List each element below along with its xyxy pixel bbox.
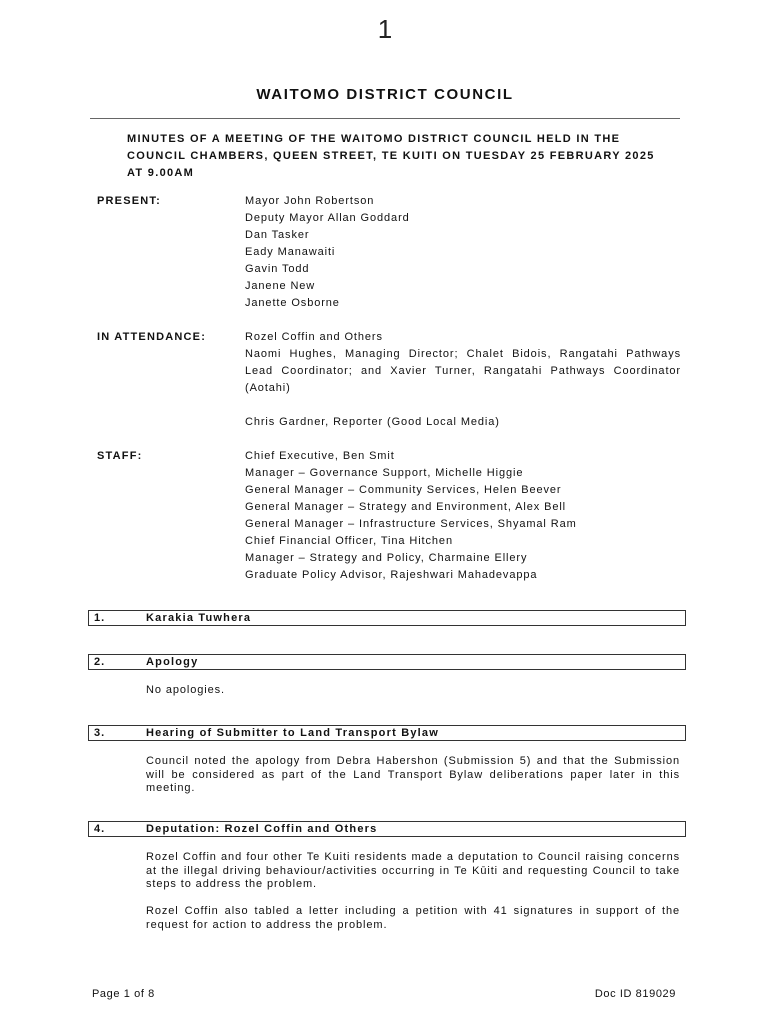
section-title: Deputation: Rozel Coffin and Others [146,823,378,835]
attendance-line: Chris Gardner, Reporter (Good Local Media) [245,416,500,428]
section-number: 1. [94,612,106,624]
section-title: Hearing of Submitter to Land Transport Bylaw [146,727,439,739]
section-number: 3. [94,727,106,739]
staff-member: Graduate Policy Advisor, Rajeshwari Mahadevappa [245,569,538,581]
attendance-line: Rozel Coffin and Others [245,331,383,343]
section-title: Karakia Tuwhera [146,612,252,624]
present-list [245,193,410,312]
section-title: Apology [146,656,199,668]
title-divider [90,118,680,119]
staff-member: General Manager – Community Services, Helen Beever [245,484,562,496]
staff-member: Chief Executive, Ben Smit [245,450,395,462]
section-number: 2. [94,656,106,668]
section-body: No apologies. [146,684,225,696]
present-label: PRESENT: [97,195,161,207]
section-number: 4. [94,823,106,835]
present-member: Janette Osborne [245,297,340,309]
section-header-2 [88,654,686,670]
footer-doc-id: Doc ID 819029 [594,988,676,1000]
attendance-line: Naomi Hughes, Managing Director; Chalet Bidois, Rangatahi Pathways Lead Coordinator; and Xavier Turner, Rangatahi Pathways Coordinator (Aotahi) [245,348,681,394]
present-member: Dan Tasker [245,229,310,241]
staff-member: Manager – Strategy and Policy, Charmaine Ellery [245,552,528,564]
staff-member: General Manager – Strategy and Environment, Alex Bell [245,501,567,513]
staff-list [245,448,577,584]
staff-member: Manager – Governance Support, Michelle Higgie [245,467,524,479]
staff-member: Chief Financial Officer, Tina Hitchen [245,535,453,547]
section-header-3 [88,725,686,741]
section-header-1 [88,610,686,626]
meeting-heading: MINUTES OF A MEETING OF THE WAITOMO DISTRICT COUNCIL HELD IN THE COUNCIL CHAMBERS, QUEEN STREET, TE KUITI ON TUESDAY 25 FEBRUARY 2025 AT 9.00AM [127,133,655,179]
staff-member: General Manager – Infrastructure Services, Shyamal Ram [245,518,577,530]
present-member: Deputy Mayor Allan Goddard [245,212,410,224]
page-number: 1 [377,14,393,44]
attendance-label: IN ATTENDANCE: [97,331,207,343]
section-body: Rozel Coffin also tabled a letter including a petition with 41 signatures in support of the request for action to address the problem. [146,905,680,931]
footer-page: Page 1 of 8 [92,988,155,1000]
section-body: Rozel Coffin and four other Te Kuiti residents made a deputation to Council raising concerns at the illegal driving behaviour/activities occurring in Te Kūiti and requesting Council to take steps to address the problem. [146,851,680,890]
present-member: Eady Manawaiti [245,246,336,258]
section-header-4 [88,821,686,837]
present-member: Janene New [245,280,316,292]
present-member: Mayor John Robertson [245,195,375,207]
staff-label: STAFF: [97,450,143,462]
council-title: WAITOMO DISTRICT COUNCIL [256,86,514,103]
section-body: Council noted the apology from Debra Habershon (Submission 5) and that the Submission will be considered as part of the Land Transport Bylaw deliberations paper later in this meeting. [146,755,680,794]
present-member: Gavin Todd [245,263,310,275]
